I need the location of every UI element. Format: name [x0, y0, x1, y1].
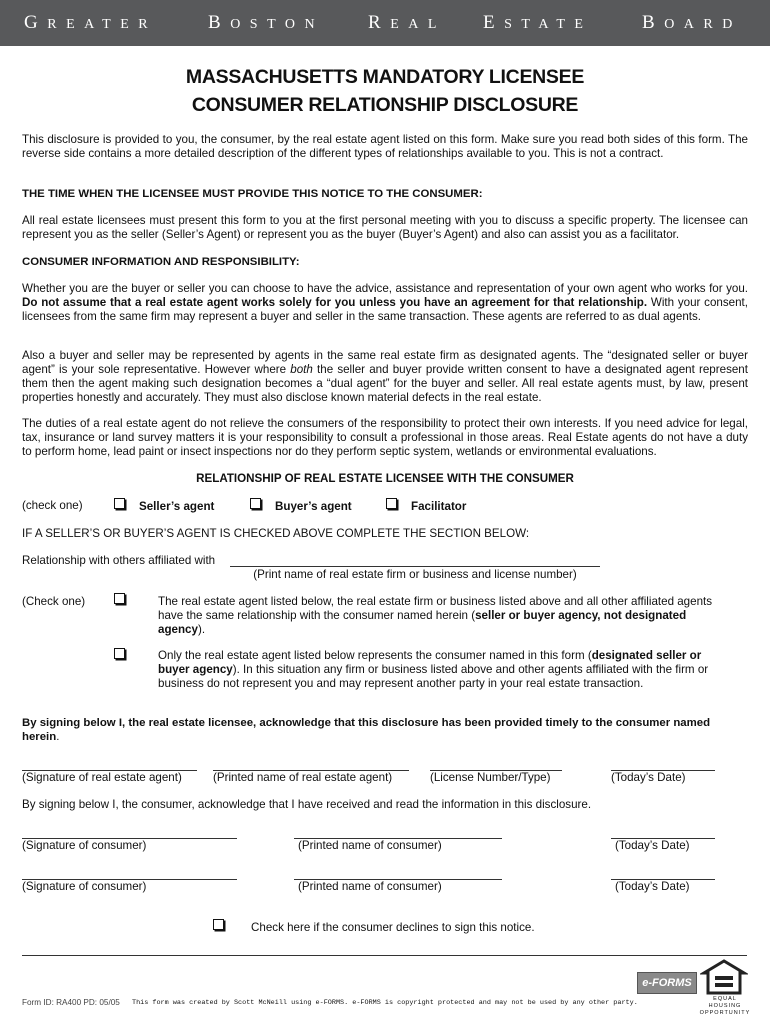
- header-word-boston: BOSTON: [208, 12, 325, 33]
- header-word-board: BOARD: [642, 12, 742, 33]
- consumer1-printed-name-caption: (Printed name of consumer): [298, 839, 442, 852]
- agent-printed-name-caption: (Printed name of real estate agent): [213, 771, 393, 784]
- consumer2-printed-name-caption: (Printed name of consumer): [298, 880, 442, 893]
- affiliated-caption: (Print name of real estate firm or business and license number): [253, 568, 577, 581]
- agent-date-caption: (Today’s Date): [611, 771, 686, 784]
- header-word-greater: GREATER: [24, 12, 158, 33]
- relationship-heading: RELATIONSHIP OF REAL ESTATE LICENSEE WITH THE CONSUMER: [196, 472, 574, 485]
- licensee-acknowledgement: By signing below I, the real estate licensee, acknowledge that this disclosure has been provided timely to the consumer named herein.: [22, 717, 711, 743]
- section-heading-time: THE TIME WHEN THE LICENSEE MUST PROVIDE THIS NOTICE TO THE CONSUMER:: [22, 188, 483, 200]
- page-title-line2: CONSUMER RELATIONSHIP DISCLOSURE: [191, 94, 579, 116]
- consumer1-date-caption: (Today’s Date): [615, 839, 690, 852]
- designated-agency-checkbox[interactable]: [114, 648, 125, 659]
- page-title-line1: MASSACHUSETTS MANDATORY LICENSEE: [185, 66, 585, 88]
- intro-paragraph: This disclosure is provided to you, the consumer, by the real estate agent listed on this form. Make sure you read both sides of this form. The reverse side contains a more detailed description of the different types of relationships available to you. This is not a contract.: [22, 133, 748, 160]
- buyers-agent-checkbox[interactable]: [250, 498, 261, 509]
- sellers-agent-label: Seller’s agent: [139, 500, 215, 513]
- header-word-real: REAL: [368, 12, 446, 33]
- check-one-label: (check one): [22, 499, 83, 512]
- time-paragraph: All real estate licensees must present this form to you at the first personal meeting with you to discuss a specific property. The licensee can represent you as the seller (Seller’s Agent) or represent you as the buyer (Buyer’s Agent) and also can assist you as a facilitator.: [22, 214, 748, 241]
- consumer1-signature-caption: (Signature of consumer): [22, 839, 147, 852]
- buyers-agent-label: Buyer’s agent: [275, 500, 352, 513]
- form-id: Form ID: RA400 PD: 05/05: [22, 998, 120, 1007]
- board-name: [0, 12, 770, 36]
- affiliated-firm-input-line[interactable]: [230, 566, 600, 567]
- affiliated-label: Relationship with others affiliated with: [22, 554, 216, 567]
- agent-signature-caption: (Signature of real estate agent): [22, 771, 182, 784]
- consumer2-date-caption: (Today’s Date): [615, 880, 690, 893]
- copyright-notice: This form was created by Scott McNeill using e-FORMS. e-FORMS is copyright protected and may not be used by any other party.: [132, 999, 638, 1007]
- consumer-info-paragraph-1: Whether you are the buyer or seller you can choose to have the advice, assistance and representation of your own agent who works for you. Do not assume that a real estate agent works solely for you unless you have an agreement for that relationship. With your consent, licensees from the same firm may represent a buyer and seller in the same transaction. These agents are referred to as dual agents.: [22, 282, 748, 323]
- same-relationship-text: The real estate agent listed below, the real estate firm or business listed above and all other affiliated agents have the same relationship with the consumer named herein (seller or buyer agency, not designated agency).: [158, 595, 713, 636]
- eforms-logo: e-FORMS: [637, 972, 697, 994]
- decline-label: Check here if the consumer declines to sign this notice.: [251, 921, 535, 934]
- facilitator-label: Facilitator: [411, 500, 467, 513]
- section-heading-consumer-info: CONSUMER INFORMATION AND RESPONSIBILITY:: [22, 256, 300, 268]
- footer-divider: [22, 955, 747, 956]
- consumer2-signature-caption: (Signature of consumer): [22, 880, 147, 893]
- same-relationship-checkbox[interactable]: [114, 593, 125, 604]
- consumer-info-paragraph-3: The duties of a real estate agent do not relieve the consumers of the responsibility to protect their own interests. If you need advice for legal, tax, insurance or land survey matters it is your responsibility to consult a professional in those areas. Real Estate agents do not have a duty to perform home, lead paint or insect inspections nor do they perform septic system, wetlands or environmental evaluations.: [22, 417, 748, 458]
- license-number-caption: (License Number/Type): [430, 771, 551, 784]
- consumer-info-paragraph-2: Also a buyer and seller may be represented by agents in the same real estate firm as designated agents. The “designated seller or buyer agent” is your sole representative. However where both the seller and buyer provide written consent to have a designated agent represent them then the agent making such designation becomes a “dual agent” for the buyer and seller. All real estate agents must, by law, present properties honestly and accurately. They must also disclose known material defects in the real estate.: [22, 349, 748, 404]
- designated-agency-text: Only the real estate agent listed below represents the consumer named in this form (designated seller or buyer agency). In this situation any firm or business listed above and other agents affiliated with the firm or business do not represent you and may represent another party in your real estate transaction.: [158, 649, 709, 690]
- sellers-agent-checkbox[interactable]: [114, 498, 125, 509]
- equal-housing-icon: [700, 959, 748, 995]
- facilitator-checkbox[interactable]: [386, 498, 397, 509]
- check-one-label-2: (Check one): [22, 595, 86, 608]
- if-checked-instruction: IF A SELLER’S OR BUYER’S AGENT IS CHECKED ABOVE COMPLETE THE SECTION BELOW:: [22, 527, 530, 540]
- consumer-acknowledgement: By signing below I, the consumer, acknowledge that I have received and read the information in this disclosure.: [22, 798, 592, 811]
- equal-housing-text: EQUAL HOUSING OPPORTUNITY: [699, 996, 751, 1016]
- decline-checkbox[interactable]: [213, 919, 224, 930]
- header-word-estate: ESTATE: [483, 12, 593, 33]
